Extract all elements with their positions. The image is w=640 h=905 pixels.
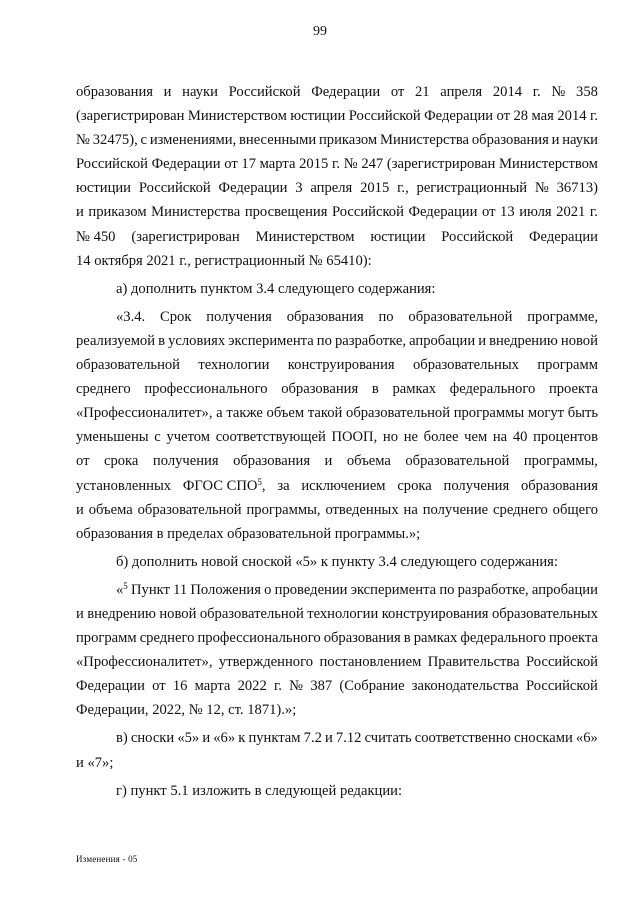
word: быть	[567, 405, 598, 422]
word: образования	[323, 630, 401, 647]
text-line	[76, 474, 598, 498]
word: программе,	[527, 308, 598, 325]
word: профессионального	[144, 381, 268, 398]
word: Правительства	[427, 654, 520, 671]
word: 13	[500, 204, 515, 221]
word: марта	[194, 678, 231, 695]
text-line	[76, 104, 598, 128]
word: утвержденного	[218, 654, 313, 671]
word: от	[224, 156, 238, 173]
word: программ	[537, 357, 598, 374]
word: внесенными	[239, 132, 317, 149]
word: Российской	[441, 228, 514, 245]
word: также	[226, 405, 263, 422]
word: могут	[527, 405, 565, 422]
word: проекта	[548, 381, 598, 398]
word: от	[390, 84, 405, 100]
word: мая	[531, 108, 554, 125]
word: б) дополнить новой сноской «5» к пункту 3.4 следующего содержания:	[116, 553, 558, 570]
word: Министерством	[498, 156, 598, 173]
word: Российской	[331, 204, 404, 221]
word: образовательных	[412, 357, 519, 374]
word: Российской	[138, 180, 211, 197]
word: реализуемой	[76, 332, 156, 349]
word: Федерации	[151, 156, 221, 173]
word: Министерства	[379, 132, 470, 149]
paragraph-footnote-5	[76, 578, 598, 723]
word: Федерации	[76, 678, 145, 695]
word: 247	[361, 156, 384, 173]
text-line	[76, 401, 598, 425]
word: Российской	[525, 678, 598, 695]
word: по	[378, 308, 394, 325]
word: апробации	[531, 581, 598, 598]
paragraph-item-g	[76, 779, 598, 803]
word: среднего	[493, 501, 548, 518]
word: просвещения	[244, 204, 328, 221]
word: постановлением	[319, 654, 422, 671]
word: приказом	[318, 132, 378, 149]
word: 2022	[237, 678, 267, 695]
word: проекта	[549, 630, 598, 647]
word: образовательной	[137, 501, 242, 518]
word: марта	[259, 156, 296, 173]
word: науки	[182, 84, 218, 100]
word: г.,	[397, 180, 409, 197]
word: №	[343, 156, 358, 173]
paragraph-clause-3-4	[76, 305, 598, 546]
word: а) дополнить пунктом 3.4 следующего содержания:	[116, 280, 436, 297]
word: 14 октября 2021 г., регистрационный № 65410):	[76, 252, 372, 269]
word: соответствующей	[215, 429, 326, 446]
word: проведении	[274, 581, 348, 598]
word: на	[403, 501, 418, 518]
word: Министерством	[255, 228, 355, 245]
word: приказом	[88, 204, 147, 221]
word: и	[202, 730, 211, 747]
word: от	[481, 204, 496, 221]
word: г.	[332, 156, 340, 173]
word: федерального	[460, 630, 546, 647]
word: исключением	[301, 477, 386, 494]
word: получения	[443, 477, 510, 494]
word: образования	[471, 132, 549, 149]
word: учетом	[166, 429, 211, 446]
text-line	[76, 329, 598, 353]
word: и	[324, 453, 333, 470]
text-line	[76, 449, 598, 473]
word: уменьшены	[76, 429, 149, 446]
text-line	[76, 128, 598, 152]
word: «$^5$	[116, 580, 128, 598]
word: от	[496, 108, 511, 125]
word: 358	[576, 84, 598, 100]
text-line	[76, 550, 598, 574]
text-line	[76, 353, 598, 377]
word: образования	[233, 453, 311, 470]
word: законодательства	[411, 678, 519, 695]
word: июля	[519, 204, 552, 221]
word: юстиции	[290, 108, 346, 125]
word: №	[534, 180, 549, 197]
text-line	[76, 200, 598, 224]
word: образования	[520, 477, 598, 494]
word: 7.2	[303, 730, 322, 747]
word: внедрению	[489, 332, 558, 349]
word: образовательных	[491, 605, 598, 622]
word: 2015	[299, 156, 329, 173]
paragraph-item-b	[76, 550, 598, 574]
word: эксперимента	[228, 332, 314, 349]
text-line	[76, 305, 598, 329]
word: №	[551, 84, 566, 100]
word: получения	[152, 453, 219, 470]
word: программ	[76, 630, 137, 647]
word: новой	[560, 332, 598, 349]
word: 32475),	[92, 132, 138, 149]
word: от	[76, 453, 90, 470]
word: образовательной	[346, 405, 451, 422]
word: изменениями,	[149, 132, 237, 149]
word: срока	[103, 453, 139, 470]
word: (зарегистрирован	[386, 156, 496, 173]
word: «Профессионалитет»,	[76, 405, 213, 422]
word: от	[152, 678, 166, 695]
text-line	[76, 176, 598, 200]
word: и	[551, 132, 560, 149]
word: Российской	[348, 108, 421, 125]
word: соответственно	[414, 730, 511, 747]
word: 7.12	[335, 730, 362, 747]
text-line	[76, 249, 598, 273]
word: получение	[422, 501, 489, 518]
word: 2014	[557, 108, 587, 125]
word: Российской	[526, 654, 598, 671]
word: рамках	[413, 630, 458, 647]
word: с	[154, 429, 161, 446]
word: «6»	[213, 730, 236, 747]
word: технологии	[198, 357, 270, 374]
word: образовательной	[405, 453, 510, 470]
word: №	[76, 132, 90, 149]
word: получения	[206, 308, 272, 325]
word: «6»	[575, 730, 598, 747]
word: образования в пределах образовательной программы.»;	[76, 525, 421, 542]
word: № 450	[76, 228, 116, 245]
word: Федерации	[424, 108, 494, 125]
text-line	[76, 779, 598, 803]
word: общего	[552, 501, 598, 518]
word: конструирования	[287, 357, 395, 374]
word: условиях	[168, 332, 226, 349]
word: науки	[562, 132, 598, 149]
word: апробации	[409, 332, 476, 349]
word: разработке,	[334, 332, 407, 349]
word: образовательной	[408, 308, 513, 325]
word: «Профессионалитет»,	[76, 654, 213, 671]
word: и	[76, 605, 84, 622]
word: образования	[76, 84, 153, 100]
word: Российской	[228, 84, 301, 100]
word: 2021	[556, 204, 586, 221]
word: г) пункт 5.1 изложить в следующей редакции:	[116, 782, 403, 799]
word: объема	[88, 501, 133, 518]
word: образования	[286, 308, 364, 325]
word: с	[140, 132, 148, 149]
word: Федерации	[529, 228, 598, 245]
word: образовательной	[199, 605, 304, 622]
word: (Собрание	[339, 678, 405, 695]
word: рамках	[392, 381, 437, 398]
word: среднего	[76, 381, 131, 398]
word: Министерства	[151, 204, 241, 221]
text-line	[76, 152, 598, 176]
footer-revision-note: Изменения - 05	[76, 854, 138, 864]
paragraph-intro	[76, 80, 598, 273]
word: Срок	[160, 308, 192, 325]
word: и	[76, 204, 84, 221]
word: новой	[159, 605, 197, 622]
word: (зарегистрирован	[131, 228, 240, 245]
word: федерального	[449, 381, 536, 398]
word: (зарегистрирован	[76, 108, 185, 125]
text-line	[76, 425, 598, 449]
text-line	[76, 650, 598, 674]
text-line	[76, 277, 598, 301]
word: среднего	[139, 630, 195, 647]
word: 40	[512, 429, 528, 446]
word: г.	[532, 84, 541, 100]
word: 21	[415, 84, 430, 100]
word: но	[382, 429, 399, 446]
word: Министерством	[187, 108, 287, 125]
word: 2014	[492, 84, 523, 100]
word: Федерации, 2022, № 12, ст. 1871).»;	[76, 702, 297, 719]
text-line	[76, 578, 598, 602]
word: разработке,	[457, 581, 529, 598]
paragraph-item-a	[76, 277, 598, 301]
text-line	[76, 698, 598, 722]
page-number: 99	[313, 24, 327, 39]
word: в	[158, 332, 166, 349]
word: и «7»;	[76, 754, 114, 771]
word: не	[403, 429, 418, 446]
word: объема	[346, 453, 391, 470]
word: программы,	[246, 501, 321, 518]
word: такой	[307, 405, 343, 422]
word: по	[316, 332, 332, 349]
text-line	[76, 674, 598, 698]
word: Пункт	[131, 581, 170, 598]
word: Федерации	[408, 204, 478, 221]
word: эксперимента	[350, 581, 437, 598]
word: внедрению	[87, 605, 156, 622]
word: «3.4.	[116, 308, 146, 325]
word: в)	[116, 730, 128, 747]
word: сносками	[513, 730, 573, 747]
word: Российской	[76, 156, 148, 173]
word: срока	[397, 477, 432, 494]
text-line	[76, 522, 598, 546]
word: конструирования	[381, 605, 489, 622]
word: а	[216, 405, 223, 422]
word: пунктам	[248, 730, 301, 747]
word: в	[403, 630, 411, 647]
word: и	[478, 332, 487, 349]
word: апреля	[310, 180, 353, 197]
text-line	[76, 80, 598, 104]
word: 36713)	[556, 180, 598, 197]
word: отведенных	[325, 501, 399, 518]
word: о	[264, 581, 272, 598]
text-line	[76, 626, 598, 650]
word: 2015	[360, 180, 390, 197]
text-line	[76, 498, 598, 522]
word: ФГОС СПО$^5$,	[182, 476, 266, 494]
word: установленных	[76, 477, 172, 494]
word: 17	[241, 156, 256, 173]
word: г.	[273, 678, 282, 695]
word: 11	[173, 581, 188, 598]
word: Федерации	[218, 180, 288, 197]
document-body	[76, 80, 598, 803]
word: 3	[295, 180, 303, 197]
word: юстиции	[76, 180, 131, 197]
word: юстиции	[370, 228, 426, 245]
word: чем	[464, 429, 488, 446]
word: более	[423, 429, 459, 446]
word: регистрационный	[416, 180, 528, 197]
word: г.	[589, 204, 598, 221]
word: апреля	[440, 84, 483, 100]
word: 16	[172, 678, 188, 695]
word: «5»	[177, 730, 200, 747]
word: на	[492, 429, 508, 446]
word: образовательной	[76, 357, 180, 374]
word: сноски	[130, 730, 175, 747]
word: Федерации	[311, 84, 381, 100]
word: Положения	[190, 581, 261, 598]
word: объем	[266, 405, 305, 422]
word: за	[277, 477, 290, 494]
word: ПООП,	[331, 429, 378, 446]
word: образования	[281, 381, 359, 398]
word: №	[289, 678, 304, 695]
text-line	[76, 602, 598, 626]
text-line	[76, 726, 598, 750]
word: и	[163, 84, 172, 100]
word: 28	[513, 108, 529, 125]
word: в	[371, 381, 379, 398]
word: считать	[364, 730, 412, 747]
word: и	[76, 501, 84, 518]
word: по	[439, 581, 455, 598]
word: и	[325, 730, 333, 747]
word: процентов	[533, 429, 598, 446]
paragraph-item-v	[76, 726, 598, 774]
word: технологии	[307, 605, 379, 622]
text-line	[76, 377, 598, 401]
word: программы,	[523, 453, 598, 470]
word: 387	[310, 678, 333, 695]
text-line	[76, 751, 598, 775]
word: г.	[590, 108, 598, 125]
word: к	[238, 730, 246, 747]
word: программы	[453, 405, 525, 422]
text-line	[76, 225, 598, 249]
word: профессионального	[197, 630, 321, 647]
